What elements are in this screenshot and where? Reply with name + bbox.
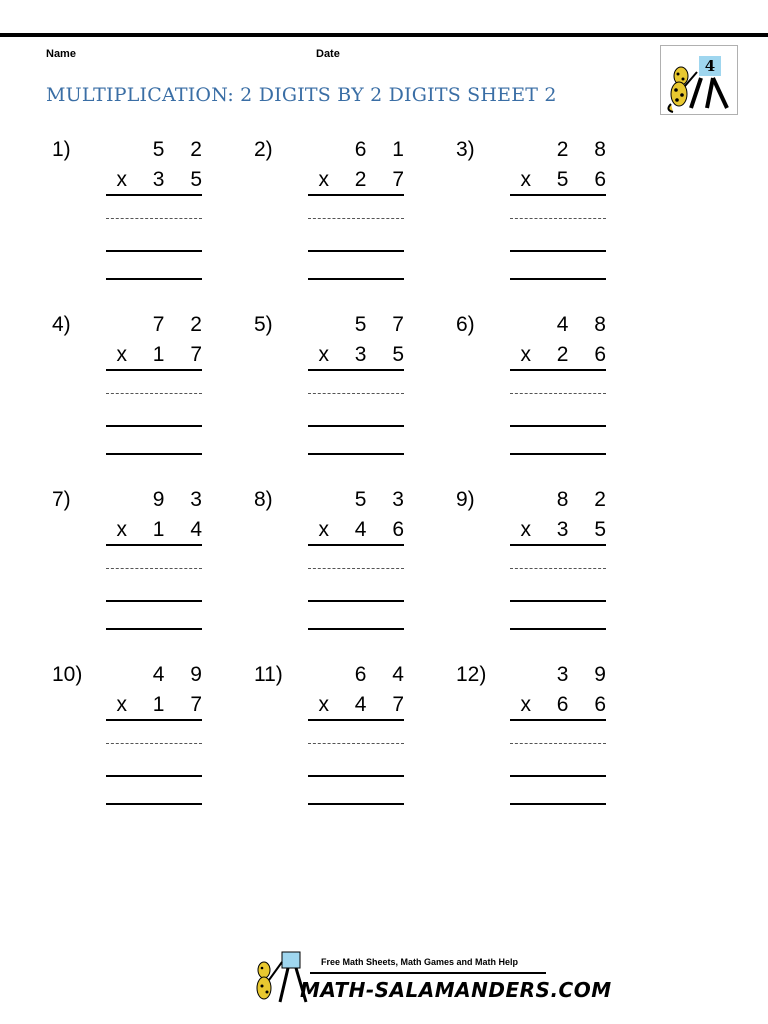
product-line — [106, 369, 202, 371]
answer-line-final[interactable] — [106, 453, 202, 455]
answer-line-dashed[interactable] — [308, 393, 404, 394]
multiplier: x 2 7 — [318, 168, 414, 191]
multiplier: x 1 4 — [116, 518, 212, 541]
problem-number: 12) — [456, 663, 487, 686]
multiplier: x 3 5 — [520, 518, 616, 541]
multiplicand: 2 8 — [556, 138, 616, 161]
problem-number: 7) — [52, 488, 71, 511]
multiplier: x 1 7 — [116, 343, 212, 366]
multiplicand: 8 2 — [556, 488, 616, 511]
multiplicand: 5 7 — [354, 313, 414, 336]
footer-tagline: Free Math Sheets, Math Games and Math Help — [321, 957, 519, 967]
answer-line-dashed[interactable] — [510, 568, 606, 569]
product-line — [308, 194, 404, 196]
problem-1 — [52, 138, 212, 288]
answer-line[interactable] — [106, 425, 202, 427]
multiplicand: 4 8 — [556, 313, 616, 336]
problem-6 — [456, 313, 616, 463]
multiplier: x 6 6 — [520, 693, 616, 716]
answer-line[interactable] — [308, 250, 404, 252]
answer-line[interactable] — [308, 775, 404, 777]
grade-number: 4 — [699, 56, 721, 76]
multiplicand: 4 9 — [152, 663, 212, 686]
problem-5 — [254, 313, 414, 463]
multiplier: x 3 5 — [318, 343, 414, 366]
product-line — [308, 719, 404, 721]
problem-10 — [52, 663, 212, 813]
answer-line-final[interactable] — [308, 803, 404, 805]
problem-number: 1) — [52, 138, 71, 161]
multiplicand: 7 2 — [152, 313, 212, 336]
answer-line-dashed[interactable] — [510, 218, 606, 219]
product-line — [510, 194, 606, 196]
multiplicand: 6 4 — [354, 663, 414, 686]
answer-line[interactable] — [106, 600, 202, 602]
multiplier: x 2 6 — [520, 343, 616, 366]
answer-line[interactable] — [308, 600, 404, 602]
problem-number: 10) — [52, 663, 83, 686]
answer-line-dashed[interactable] — [510, 393, 606, 394]
product-line — [308, 369, 404, 371]
problem-number: 4) — [52, 313, 71, 336]
product-line — [106, 194, 202, 196]
page-title: MULTIPLICATION: 2 DIGITS BY 2 DIGITS SHEET 2 — [46, 84, 557, 106]
problem-11 — [254, 663, 414, 813]
problem-number: 5) — [254, 313, 273, 336]
answer-line-final[interactable] — [510, 278, 606, 280]
grade-logo — [660, 45, 738, 115]
answer-line[interactable] — [510, 775, 606, 777]
answer-line-final[interactable] — [510, 803, 606, 805]
multiplicand: 6 1 — [354, 138, 414, 161]
problem-12 — [456, 663, 616, 813]
answer-line-dashed[interactable] — [106, 218, 202, 219]
name-label: Name — [46, 48, 76, 60]
problem-3 — [456, 138, 616, 288]
top-rule — [0, 33, 768, 37]
answer-line[interactable] — [308, 425, 404, 427]
footer-brand: MATH-SALAMANDERS.COM — [300, 978, 612, 1002]
product-line — [106, 719, 202, 721]
answer-line-dashed[interactable] — [106, 393, 202, 394]
multiplier: x 1 7 — [116, 693, 212, 716]
problem-number: 6) — [456, 313, 475, 336]
answer-line-dashed[interactable] — [308, 218, 404, 219]
answer-line-final[interactable] — [510, 628, 606, 630]
answer-line-dashed[interactable] — [308, 743, 404, 744]
answer-line-dashed[interactable] — [106, 743, 202, 744]
product-line — [510, 544, 606, 546]
answer-line-final[interactable] — [308, 453, 404, 455]
multiplier: x 4 7 — [318, 693, 414, 716]
problem-number: 2) — [254, 138, 273, 161]
problem-number: 11) — [254, 663, 283, 686]
answer-line[interactable] — [510, 425, 606, 427]
date-label: Date — [316, 48, 340, 60]
answer-line-final[interactable] — [106, 278, 202, 280]
answer-line-final[interactable] — [510, 453, 606, 455]
problem-2 — [254, 138, 414, 288]
answer-line-dashed[interactable] — [308, 568, 404, 569]
product-line — [510, 369, 606, 371]
problem-9 — [456, 488, 616, 638]
problem-8 — [254, 488, 414, 638]
problem-number: 3) — [456, 138, 475, 161]
footer-rule — [310, 972, 546, 974]
multiplicand: 5 3 — [354, 488, 414, 511]
problem-number: 8) — [254, 488, 273, 511]
answer-line[interactable] — [106, 775, 202, 777]
answer-line-dashed[interactable] — [510, 743, 606, 744]
answer-line-final[interactable] — [308, 628, 404, 630]
multiplicand: 5 2 — [152, 138, 212, 161]
multiplier: x 3 5 — [116, 168, 212, 191]
answer-line-dashed[interactable] — [106, 568, 202, 569]
product-line — [308, 544, 404, 546]
multiplier: x 5 6 — [520, 168, 616, 191]
answer-line-final[interactable] — [308, 278, 404, 280]
answer-line[interactable] — [510, 600, 606, 602]
problem-4 — [52, 313, 212, 463]
answer-line[interactable] — [510, 250, 606, 252]
problem-7 — [52, 488, 212, 638]
product-line — [510, 719, 606, 721]
answer-line-final[interactable] — [106, 628, 202, 630]
multiplier: x 4 6 — [318, 518, 414, 541]
answer-line-final[interactable] — [106, 803, 202, 805]
multiplicand: 3 9 — [556, 663, 616, 686]
problem-number: 9) — [456, 488, 475, 511]
answer-line[interactable] — [106, 250, 202, 252]
product-line — [106, 544, 202, 546]
multiplicand: 9 3 — [152, 488, 212, 511]
